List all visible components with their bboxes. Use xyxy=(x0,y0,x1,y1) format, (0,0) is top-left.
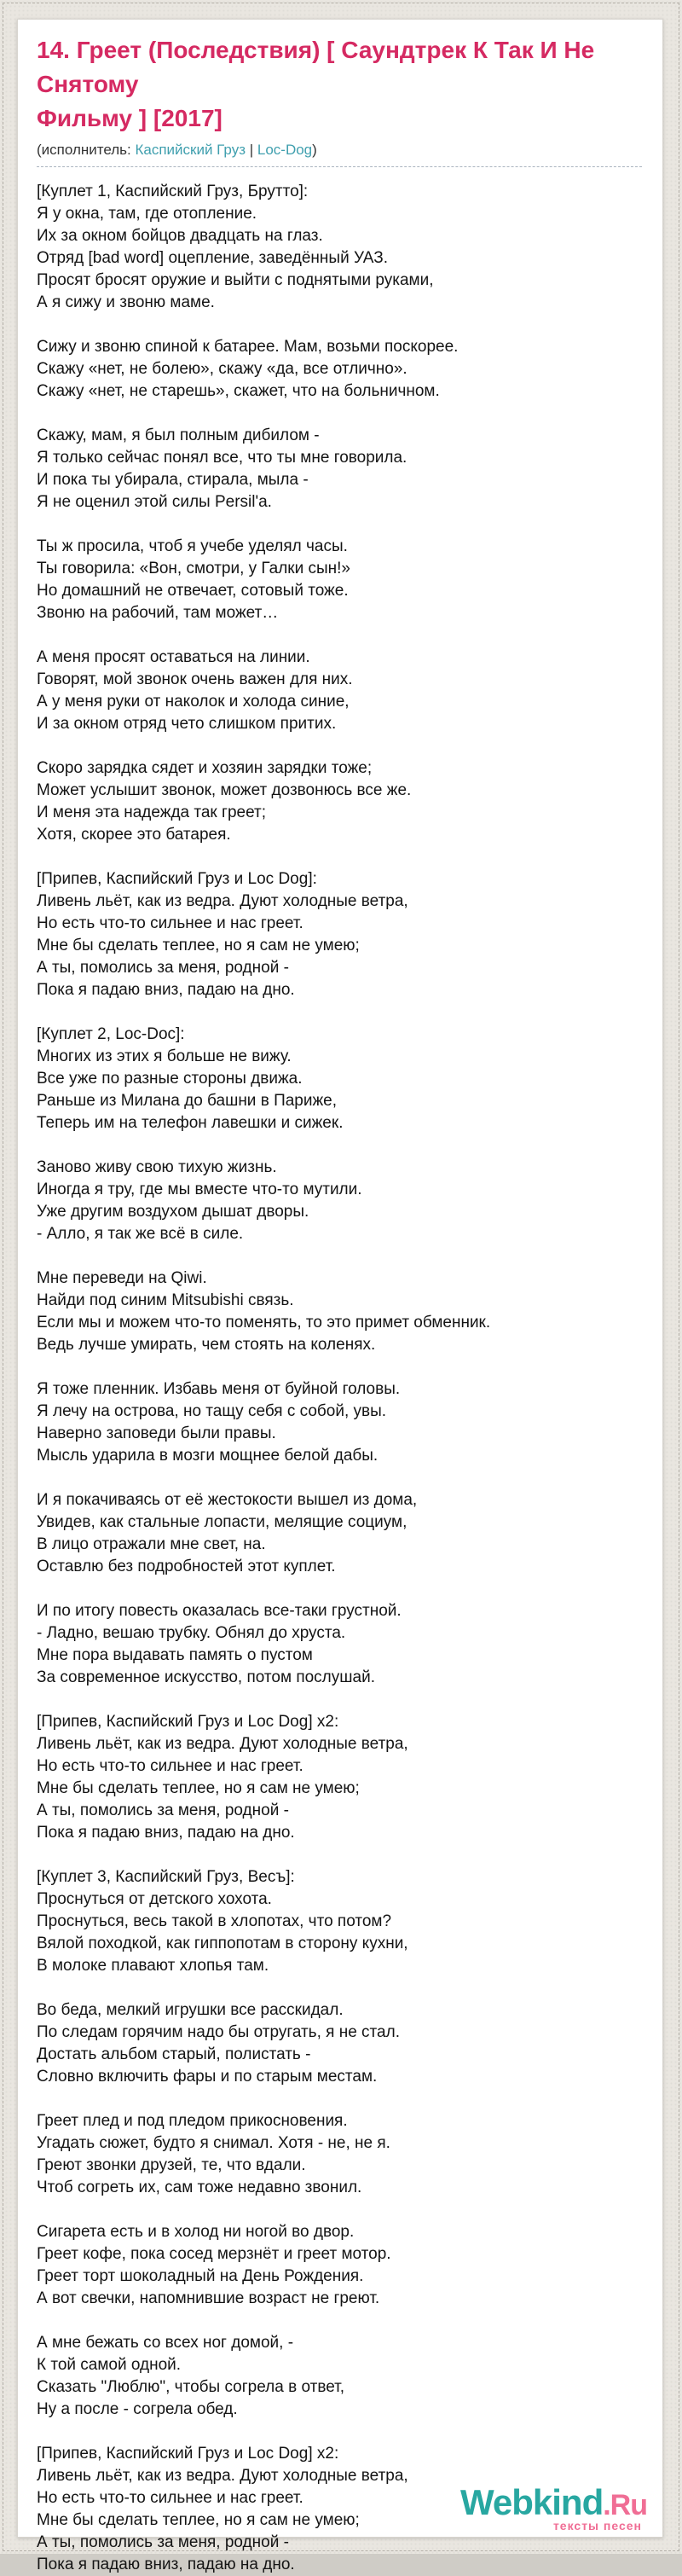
webkind-logo-wordmark xyxy=(459,2482,647,2523)
page-title xyxy=(37,33,642,136)
stanza: Сижу и звоню спиной к батарее. Мам, возьми поскорее. Скажу «нет, не болею», скажу «да, все отлично». Скажу «нет, не старешь», скажет, что на больничном. xyxy=(37,338,459,400)
artist-link-kaspiyskiy-gruz[interactable]: Каспийский Груз xyxy=(135,142,246,158)
artist-link-loc-dog[interactable]: Loc-Dog xyxy=(257,142,313,158)
stanza: [Куплет 1, Каспийский Груз, Брутто]: Я у окна, там, где отопление. Их за окном бойцов двадцать на глаз. Отряд [bad word] оцепление, заведённый УАЗ. Просят бросят оружие и выйти с поднятыми руками, А я сижу и звоню маме. xyxy=(37,183,434,311)
stanza: [Припев, Каспийский Груз и Loc Dog]: Ливень льёт, как из ведра. Дуют холодные ветра, Но есть что-то сильнее и нас греет. Мне бы сделать теплее, но я сам не умею; А ты, помолись за меня, родной - Пока я падаю вниз, падаю на дно. xyxy=(37,870,408,999)
artist-separator: | xyxy=(246,142,257,158)
stanza: [Припев, Каспийский Груз и Loc Dog] x2: Ливень льёт, как из ведра. Дуют холодные ветра, Но есть что-то сильнее и нас греет. Мне бы сделать теплее, но я сам не умею; А ты, помолись за меня, родной - Пока я падаю вниз, падаю на дно. xyxy=(37,1713,408,1842)
stanza: Заново живу свою тихую жизнь. Иногда я тру, где мы вместе что-то мутили. Уже другим воздухом дышат дворы. - Алло, я так же всё в силе. xyxy=(37,1158,362,1243)
stanza: [Припев, Каспийский Груз и Loc Dog] x2: Ливень льёт, как из ведра. Дуют холодные ветра, Но есть что-то сильнее и нас греет. Мне бы сделать теплее, но я сам не умею; А ты, помолись за меня, родной - Пока я падаю вниз, падаю на дно. xyxy=(37,2445,408,2573)
page-title-line-1: 14. Греет (Последствия) [ Саундтрек К Так И Не Снятому xyxy=(37,37,595,97)
stanza: [Куплет 3, Каспийский Груз, Весъ]: Проснуться от детского хохота. Проснуться, весь такой в хлопотах, что потом? Вялой походкой, как гиппопотам в сторону кухни, В молоке плавают хлопья там. xyxy=(37,1868,408,1975)
stanza: Мне переведи на Qiwi. Найди под синим Mitsubishi связь. Если мы и можем что-то поменять, то это примет обменник. Ведь лучше умирать, чем стоять на коленях. xyxy=(37,1269,491,1354)
page-title-line-2: Фильму ] [2017] xyxy=(37,105,223,131)
artist-line xyxy=(37,141,642,167)
lyrics-card xyxy=(17,19,663,2573)
artist-label: (исполнитель: xyxy=(37,142,136,158)
stanza: Во беда, мелкий игрушки все расскидал. По следам горячим надо бы отругать, я не стал. Достать альбом старый, полистать - Словно включить фары и по старым местам. xyxy=(37,2001,400,2086)
logo-tld-text: .Ru xyxy=(603,2489,647,2521)
stanza: И по итогу повесть оказалась все-таки грустной. - Ладно, вешаю трубку. Обнял до хруста. Мне пора выдавать память о пустом За современное искусство, потом послушай. xyxy=(37,1602,402,1686)
stanza: И я покачиваясь от её жестокости вышел из дома, Увидев, как стальные лопасти, мелящие социум, В лицо отражали мне свет, на. Оставлю без подробностей этот куплет. xyxy=(37,1491,418,1575)
logo-tagline: тексты песен xyxy=(552,2519,642,2532)
stanza: А мне бежать со всех ног домой, - К той самой одной. Сказать "Люблю", чтобы согрела в ответ, Ну а после - согрела обед. xyxy=(37,2334,345,2418)
stanza: [Куплет 2, Loc-Doc]: Многих из этих я больше не вижу. Все уже по разные стороны движа. Раньше из Милана до башни в Париже, Теперь им на телефон лавешки и сижек. xyxy=(37,1025,344,1132)
stanza: Скоро зарядка сядет и хозяин зарядки тоже; Может услышит звонок, может дозвонюсь все же. И меня эта надежда так греет; Хотя, скорее это батарея. xyxy=(37,759,412,844)
artist-close-paren: ) xyxy=(312,142,317,158)
stanza: Я тоже пленник. Избавь меня от буйной головы. Я лечу на острова, но тащу себя с собой, увы. Наверно заповеди были правы. Мысль ударила в мозги мощнее белой дабы. xyxy=(37,1380,401,1465)
stanza: Ты ж просила, чтоб я учебе уделял часы. Ты говорила: «Вон, смотри, у Галки сын!» Но домашний не отвечает, сотовый тоже. Звоню на рабочий, там может… xyxy=(37,537,350,622)
stanza: Греет плед и под пледом прикосновения. Угадать сюжет, будто я снимал. Хотя - не, не я. Греют звонки друзей, те, что вдали. Чтоб согреть их, сам тоже недавно звонил. xyxy=(37,2112,390,2196)
webkind-logo[interactable] xyxy=(459,2482,647,2532)
stanza: Скажу, мам, я был полным дибилом - Я только сейчас понял все, что ты мне говорила. И пока ты убирала, стирала, мыла - Я не оценил этой силы Persil'a. xyxy=(37,426,407,511)
stanza: Сигарета есть и в холод ни ногой во двор. Греет кофе, пока сосед мерзнёт и греет мотор. Греет торт шоколадный на День Рождения. А вот свечки, напомнившие возраст не греют. xyxy=(37,2223,391,2307)
logo-brand-text: Webkind xyxy=(459,2482,604,2522)
lyrics xyxy=(37,181,642,2576)
stanza: А меня просят оставаться на линии. Говорят, мой звонок очень важен для них. А у меня руки от наколок и холода синие, И за окном отряд чето слишком притих. xyxy=(37,648,353,733)
